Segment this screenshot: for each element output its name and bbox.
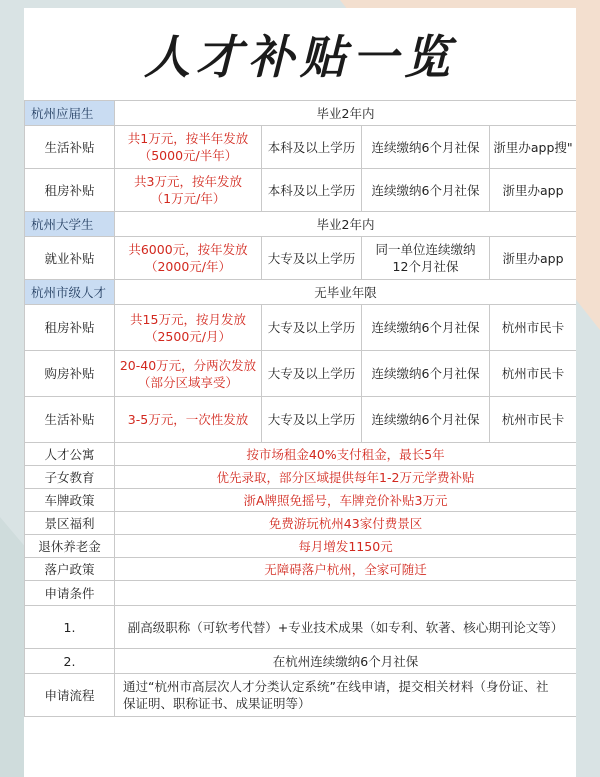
apply-condition-empty [115, 581, 577, 606]
social-security-requirement [362, 126, 490, 169]
subsidy-table [24, 100, 576, 717]
subsidy-amount-line: （2000元/年） [144, 259, 232, 274]
apply-condition-row [25, 649, 577, 674]
subsidy-amount-line: （5000元/半年） [138, 148, 238, 163]
section-label: 杭州大学生 [25, 212, 115, 237]
subsidy-amount [115, 351, 262, 397]
subsidy-item: 生活补贴 [25, 397, 115, 443]
subsidy-item: 租房补贴 [25, 305, 115, 351]
application-channel: 浙里办app [490, 169, 577, 212]
benefit-label: 景区福利 [25, 512, 115, 535]
condition-text: 副高级职称（可软考代替）+专业技术成果（如专利、软著、核心期刊论文等） [115, 606, 577, 649]
subsidy-amount-line: 共3万元，按年发放 [134, 174, 242, 189]
education-requirement: 大专及以上学历 [262, 237, 362, 280]
application-channel: 杭州市民卡 [490, 397, 577, 443]
education-requirement: 本科及以上学历 [262, 126, 362, 169]
application-channel: 杭州市民卡 [490, 351, 577, 397]
benefit-label: 退休养老金 [25, 535, 115, 558]
subsidy-row [25, 237, 577, 280]
application-channel: 浙里办app搜" [490, 126, 577, 169]
apply-process-text [115, 674, 577, 717]
social-security-requirement [362, 351, 490, 397]
benefit-label: 人才公寓 [25, 443, 115, 466]
social-security-requirement-line: 12个月社保 [392, 259, 459, 274]
subsidy-item: 购房补贴 [25, 351, 115, 397]
application-channel: 浙里办app [490, 237, 577, 280]
benefit-row [25, 512, 577, 535]
subsidy-row [25, 305, 577, 351]
condition-text: 在杭州连续缴纳6个月社保 [115, 649, 577, 674]
subsidy-amount-line: 共15万元，按月发放 [130, 311, 246, 327]
social-security-requirement-line: 连续缴纳6个月社保 [371, 412, 480, 427]
section-label: 杭州应届生 [25, 101, 115, 126]
apply-process-text-line: 通过“杭州市高层次人才分类认定系统”在线申请，提交相关材料（身份证、社 [123, 679, 549, 694]
subsidy-amount-line: （1万元/年） [150, 191, 226, 206]
benefit-text: 浙A牌照免摇号，车牌竞价补贴3万元 [115, 489, 577, 512]
social-security-requirement [362, 237, 490, 280]
social-security-requirement [362, 169, 490, 212]
section-header-row [25, 212, 577, 237]
section-condition: 无毕业年限 [115, 280, 577, 305]
social-security-requirement-line: 连续缴纳6个月社保 [371, 366, 480, 381]
education-requirement: 大专及以上学历 [262, 397, 362, 443]
document-sheet [24, 8, 576, 777]
subsidy-item: 租房补贴 [25, 169, 115, 212]
subsidy-amount [115, 237, 262, 280]
subsidy-table-body [25, 101, 577, 717]
benefit-label: 车牌政策 [25, 489, 115, 512]
subsidy-row [25, 169, 577, 212]
subsidy-amount-line: 共1万元，按半年发放 [127, 131, 249, 146]
subsidy-amount [115, 305, 262, 351]
benefit-row [25, 535, 577, 558]
section-header-row [25, 280, 577, 305]
social-security-requirement [362, 397, 490, 443]
education-requirement: 本科及以上学历 [262, 169, 362, 212]
subsidy-item: 生活补贴 [25, 126, 115, 169]
social-security-requirement-line: 连续缴纳6个月社保 [371, 182, 480, 198]
subsidy-amount-line: 3-5万元，一次性发放 [127, 412, 249, 427]
apply-condition-header-row [25, 581, 577, 606]
benefit-row [25, 558, 577, 581]
subsidy-amount-line: 共6000元，按年发放 [128, 242, 248, 257]
subsidy-amount [115, 169, 262, 212]
subsidy-item: 就业补贴 [25, 237, 115, 280]
apply-process-text-line: 保证明、职称证书、成果证明等） [123, 696, 311, 711]
apply-condition-row [25, 606, 577, 649]
social-security-requirement-line: 连续缴纳6个月社保 [371, 320, 480, 335]
section-label: 杭州市级人才 [25, 280, 115, 305]
subsidy-row [25, 397, 577, 443]
social-security-requirement-line: 连续缴纳6个月社保 [371, 139, 480, 155]
benefit-row [25, 466, 577, 489]
benefit-row [25, 443, 577, 466]
subsidy-amount-line: （2500元/月） [144, 328, 232, 344]
section-condition: 毕业2年内 [115, 101, 577, 126]
benefit-label: 子女教育 [25, 466, 115, 489]
social-security-requirement [362, 305, 490, 351]
application-channel: 杭州市民卡 [490, 305, 577, 351]
education-requirement: 大专及以上学历 [262, 351, 362, 397]
condition-number: 1. [25, 606, 115, 649]
apply-process-row [25, 674, 577, 717]
subsidy-amount [115, 397, 262, 443]
subsidy-row [25, 351, 577, 397]
condition-number: 2. [25, 649, 115, 674]
subsidy-amount-line: （部分区域享受） [137, 374, 238, 390]
benefit-text: 每月增发1150元 [115, 535, 577, 558]
section-header-row [25, 101, 577, 126]
benefit-row [25, 489, 577, 512]
apply-process-label: 申请流程 [25, 674, 115, 717]
benefit-text: 无障碍落户杭州，全家可随迁 [115, 558, 577, 581]
subsidy-row [25, 126, 577, 169]
benefit-text: 免费游玩杭州43家付费景区 [115, 512, 577, 535]
subsidy-amount-line: 20-40万元，分两次发放 [119, 357, 257, 373]
section-condition: 毕业2年内 [115, 212, 577, 237]
benefit-text: 按市场租金40%支付租金，最长5年 [115, 443, 577, 466]
education-requirement: 大专及以上学历 [262, 305, 362, 351]
page-title: 人才补贴一览 [144, 30, 456, 84]
benefit-text: 优先录取，部分区域提供每年1-2万元学费补贴 [115, 466, 577, 489]
benefit-label: 落户政策 [25, 558, 115, 581]
social-security-requirement-line: 同一单位连续缴纳 [375, 242, 476, 257]
apply-condition-label: 申请条件 [25, 581, 115, 606]
subsidy-amount [115, 126, 262, 169]
